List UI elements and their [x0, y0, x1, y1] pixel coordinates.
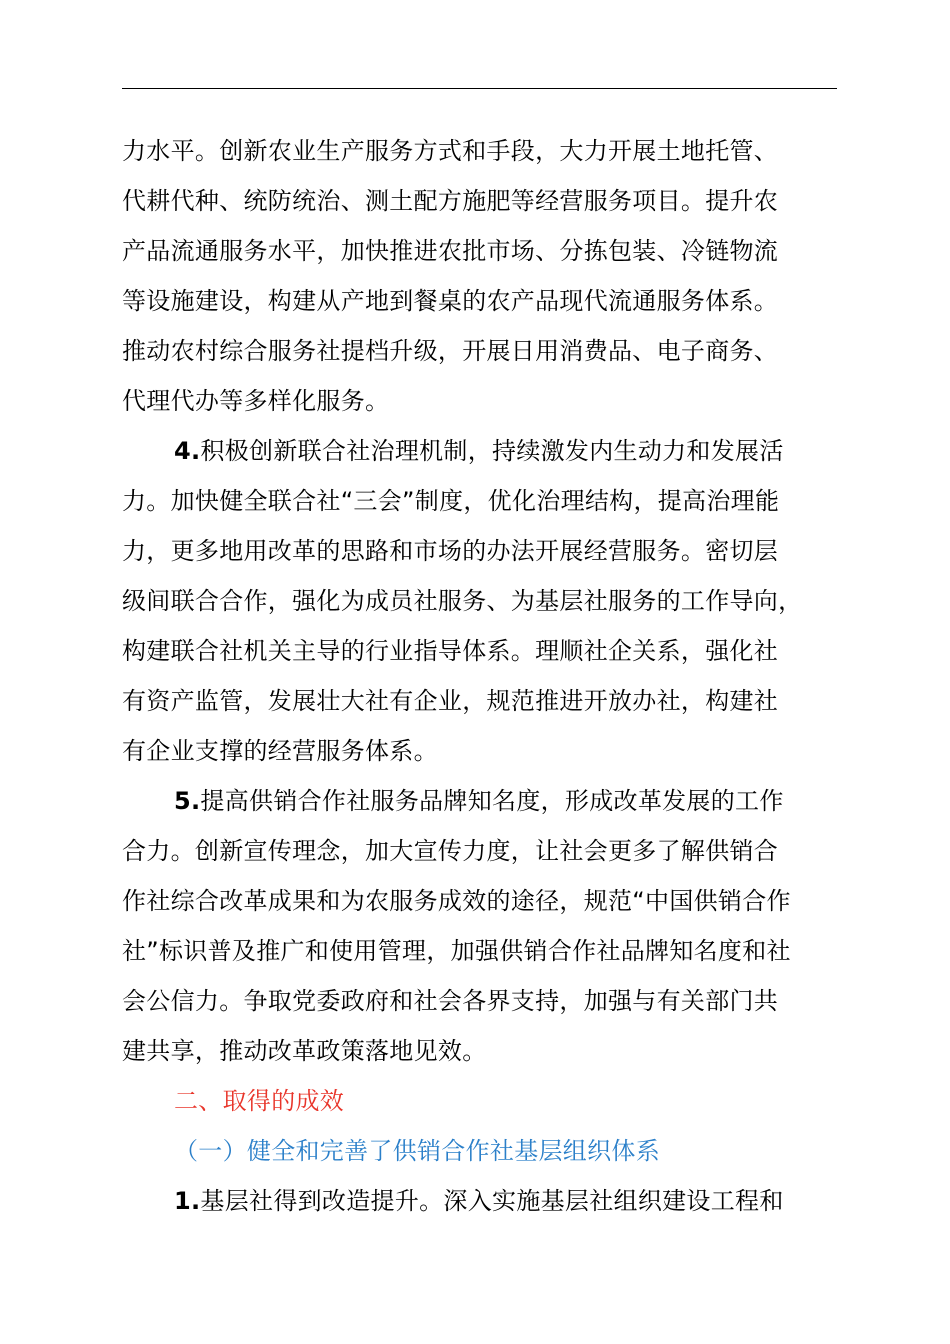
text-line: 推动农村综合服务社提档升级，开展日用消费品、电子商务、: [122, 337, 779, 365]
paragraph-item-5: [122, 776, 862, 826]
text-line: 级间联合合作，强化为成员社服务、为基层社服务的工作导向，: [122, 587, 803, 615]
text-line: 代理代办等多样化服务。: [122, 387, 390, 415]
text-line: 有企业支撑的经营服务体系。: [122, 737, 438, 765]
text-line: 有资产监管，发展壮大社有企业，规范推进开放办社，构建社: [122, 687, 779, 715]
text-line: 等设施建设，构建从产地到餐桌的农产品现代流通服务体系。: [122, 287, 779, 315]
section-heading: 二、取得的成效: [174, 1087, 345, 1115]
text-line: 力水平。创新农业生产服务方式和手段，大力开展土地托管、: [122, 137, 779, 165]
item-number: 5.: [174, 787, 201, 815]
item-text: 积极创新联合社治理机制，持续激发内生动力和发展活: [200, 437, 784, 465]
text-line: 社”标识普及推广和使用管理，加强供销合作社品牌知名度和社: [122, 937, 791, 965]
subsection-heading: （一）健全和完善了供销合作社基层组织体系: [174, 1137, 660, 1165]
item-text: 提高供销合作社服务品牌知名度，形成改革发展的工作: [200, 787, 784, 815]
paragraph-item-4: [122, 426, 862, 476]
item-number: 1.: [174, 1187, 201, 1215]
text-line: 力。加快健全联合社“三会”制度，优化治理结构，提高治理能: [122, 487, 780, 515]
item-number: 4.: [174, 437, 201, 465]
text-line: 力，更多地用改革的思路和市场的办法开展经营服务。密切层: [122, 537, 779, 565]
text-line: 构建联合社机关主导的行业指导体系。理顺社企关系，强化社: [122, 637, 779, 665]
item-text: 基层社得到改造提升。深入实施基层社组织建设工程和: [200, 1187, 784, 1215]
text-line: 作社综合改革成果和为农服务成效的途径，规范“中国供销合作: [122, 887, 791, 915]
body-text: [122, 126, 862, 1226]
text-line: 建共享，推动改革政策落地见效。: [122, 1037, 487, 1065]
text-line: 代耕代种、统防统治、测土配方施肥等经营服务项目。提升农: [122, 187, 779, 215]
text-line: 产品流通服务水平，加快推进农批市场、分拣包装、冷链物流: [122, 237, 779, 265]
header-rule: [122, 88, 837, 89]
text-line: 合力。创新宣传理念，加大宣传力度，让社会更多了解供销合: [122, 837, 779, 865]
paragraph-item-1: [122, 1176, 862, 1226]
text-line: 会公信力。争取党委政府和社会各界支持，加强与有关部门共: [122, 987, 779, 1015]
